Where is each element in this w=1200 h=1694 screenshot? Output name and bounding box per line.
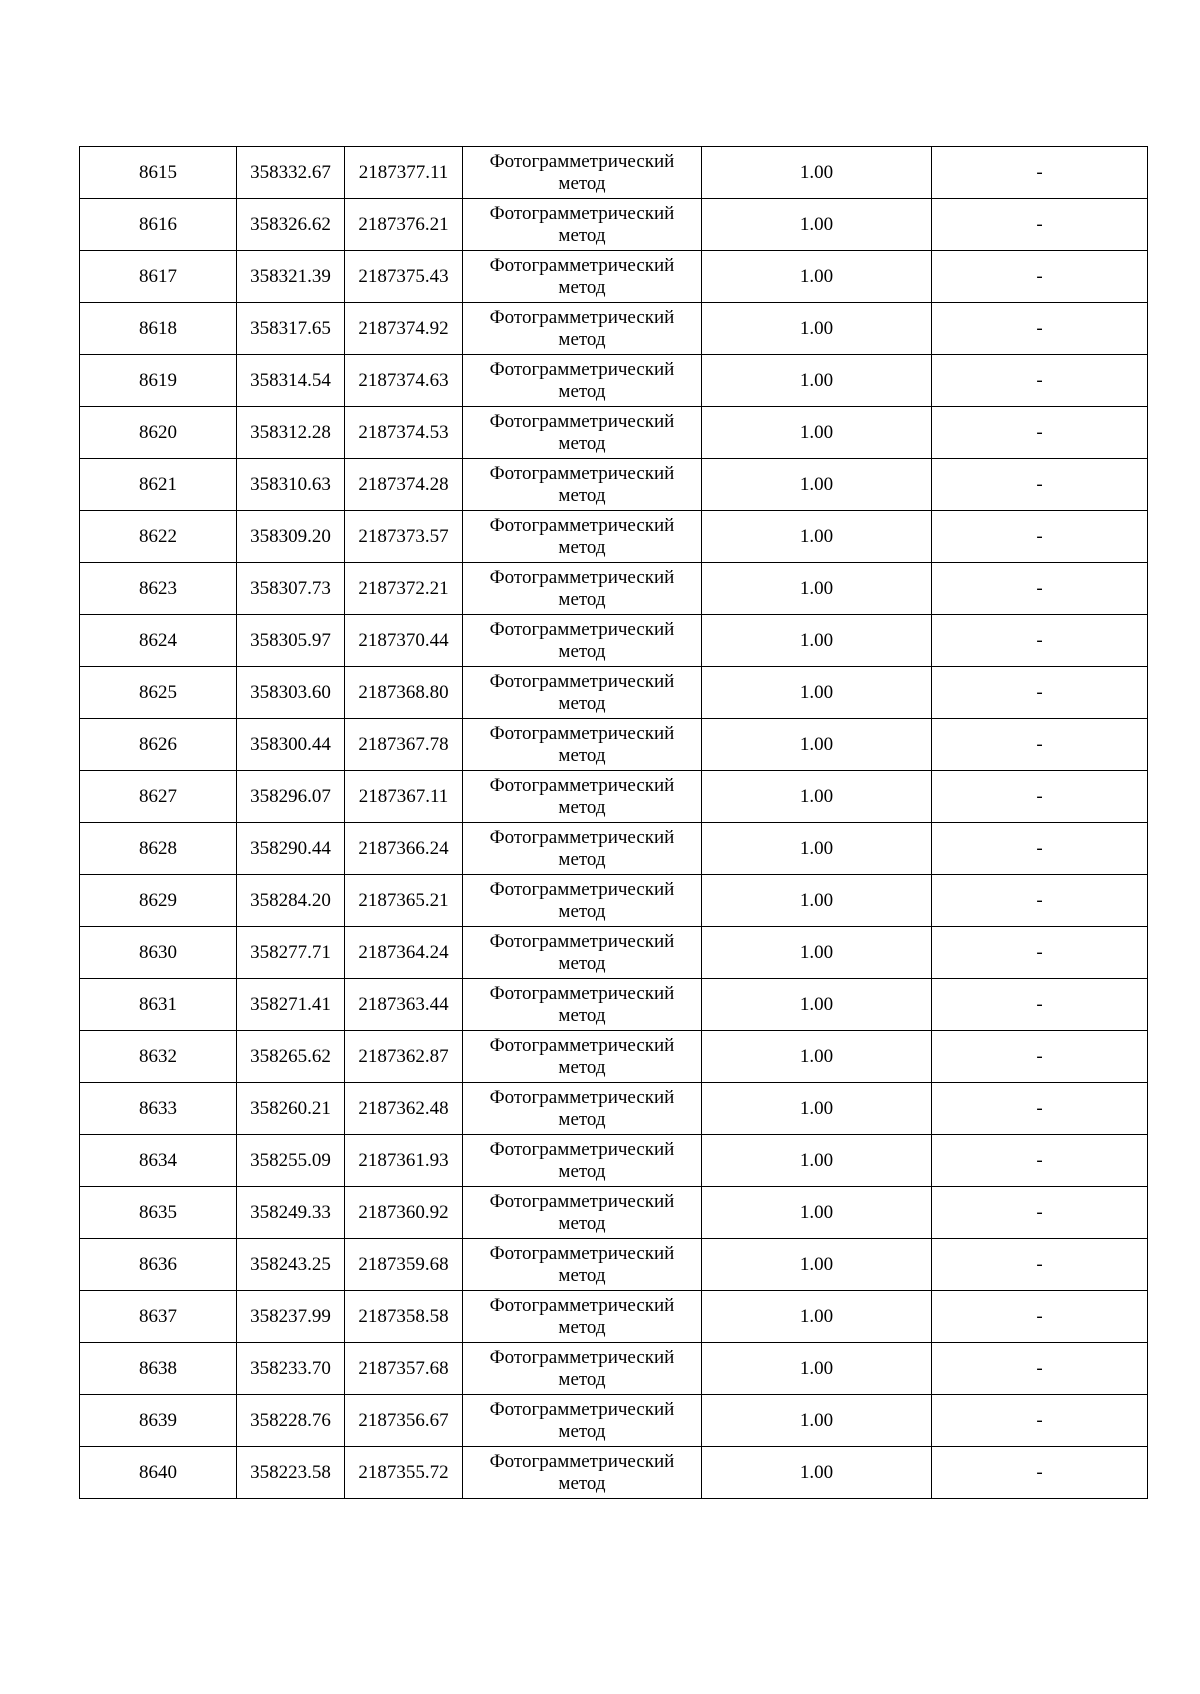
- method-cell: [463, 1187, 702, 1239]
- accuracy-cell: 1.00: [702, 563, 932, 615]
- x-coordinate-cell: 358332.67: [237, 147, 345, 199]
- method-line-1: Фотограмметрический: [489, 462, 675, 484]
- method-line-2: метод: [558, 900, 606, 922]
- table-row: [80, 823, 1148, 875]
- method-line-2: метод: [558, 952, 606, 974]
- point-number-cell: 8617: [80, 251, 237, 303]
- method-line-2: метод: [558, 1056, 606, 1078]
- method-cell: [463, 1343, 702, 1395]
- point-number-cell: 8630: [80, 927, 237, 979]
- table-row: [80, 1135, 1148, 1187]
- table-row: [80, 979, 1148, 1031]
- method-cell: [463, 459, 702, 511]
- method-cell: [463, 979, 702, 1031]
- method-line-2: метод: [558, 1212, 606, 1234]
- method-line-2: метод: [558, 1368, 606, 1390]
- method-line-1: Фотограмметрический: [489, 150, 675, 172]
- y-coordinate-cell: 2187362.87: [345, 1031, 463, 1083]
- x-coordinate-cell: 358321.39: [237, 251, 345, 303]
- table-row: [80, 407, 1148, 459]
- method-line-2: метод: [558, 1316, 606, 1338]
- note-cell: -: [932, 1135, 1148, 1187]
- method-line-1: Фотограмметрический: [489, 982, 675, 1004]
- method-line-2: метод: [558, 640, 606, 662]
- point-number-cell: 8640: [80, 1447, 237, 1499]
- table-row: [80, 1291, 1148, 1343]
- y-coordinate-cell: 2187356.67: [345, 1395, 463, 1447]
- table-row: [80, 1395, 1148, 1447]
- accuracy-cell: 1.00: [702, 927, 932, 979]
- note-cell: -: [932, 199, 1148, 251]
- method-line-2: метод: [558, 1264, 606, 1286]
- y-coordinate-cell: 2187357.68: [345, 1343, 463, 1395]
- y-coordinate-cell: 2187361.93: [345, 1135, 463, 1187]
- note-cell: -: [932, 667, 1148, 719]
- accuracy-cell: 1.00: [702, 1031, 932, 1083]
- x-coordinate-cell: 358300.44: [237, 719, 345, 771]
- table-row: [80, 1447, 1148, 1499]
- x-coordinate-cell: 358255.09: [237, 1135, 345, 1187]
- note-cell: -: [932, 875, 1148, 927]
- table-row: [80, 615, 1148, 667]
- method-line-2: метод: [558, 536, 606, 558]
- note-cell: -: [932, 407, 1148, 459]
- accuracy-cell: 1.00: [702, 1447, 932, 1499]
- note-cell: -: [932, 927, 1148, 979]
- point-number-cell: 8616: [80, 199, 237, 251]
- point-number-cell: 8624: [80, 615, 237, 667]
- method-cell: [463, 355, 702, 407]
- note-cell: -: [932, 1187, 1148, 1239]
- method-cell: [463, 1291, 702, 1343]
- accuracy-cell: 1.00: [702, 355, 932, 407]
- method-line-1: Фотограмметрический: [489, 202, 675, 224]
- point-number-cell: 8619: [80, 355, 237, 407]
- x-coordinate-cell: 358312.28: [237, 407, 345, 459]
- accuracy-cell: 1.00: [702, 303, 932, 355]
- accuracy-cell: 1.00: [702, 459, 932, 511]
- y-coordinate-cell: 2187365.21: [345, 875, 463, 927]
- point-number-cell: 8622: [80, 511, 237, 563]
- method-line-2: метод: [558, 380, 606, 402]
- method-line-1: Фотограмметрический: [489, 1242, 675, 1264]
- method-line-1: Фотограмметрический: [489, 358, 675, 380]
- accuracy-cell: 1.00: [702, 719, 932, 771]
- table-row: [80, 1239, 1148, 1291]
- method-cell: [463, 407, 702, 459]
- point-number-cell: 8615: [80, 147, 237, 199]
- y-coordinate-cell: 2187360.92: [345, 1187, 463, 1239]
- table-row: [80, 511, 1148, 563]
- note-cell: -: [932, 251, 1148, 303]
- accuracy-cell: 1.00: [702, 199, 932, 251]
- x-coordinate-cell: 358271.41: [237, 979, 345, 1031]
- note-cell: -: [932, 147, 1148, 199]
- note-cell: -: [932, 355, 1148, 407]
- method-line-1: Фотограмметрический: [489, 670, 675, 692]
- point-number-cell: 8637: [80, 1291, 237, 1343]
- method-cell: [463, 875, 702, 927]
- accuracy-cell: 1.00: [702, 1187, 932, 1239]
- point-number-cell: 8634: [80, 1135, 237, 1187]
- x-coordinate-cell: 358228.76: [237, 1395, 345, 1447]
- y-coordinate-cell: 2187367.78: [345, 719, 463, 771]
- y-coordinate-cell: 2187364.24: [345, 927, 463, 979]
- note-cell: -: [932, 1083, 1148, 1135]
- method-cell: [463, 1135, 702, 1187]
- point-number-cell: 8623: [80, 563, 237, 615]
- accuracy-cell: 1.00: [702, 147, 932, 199]
- point-number-cell: 8632: [80, 1031, 237, 1083]
- x-coordinate-cell: 358223.58: [237, 1447, 345, 1499]
- x-coordinate-cell: 358237.99: [237, 1291, 345, 1343]
- method-line-2: метод: [558, 484, 606, 506]
- note-cell: -: [932, 719, 1148, 771]
- method-line-2: метод: [558, 328, 606, 350]
- table-row: [80, 147, 1148, 199]
- method-cell: [463, 511, 702, 563]
- y-coordinate-cell: 2187374.53: [345, 407, 463, 459]
- table-row: [80, 1343, 1148, 1395]
- note-cell: -: [932, 1447, 1148, 1499]
- method-line-2: метод: [558, 588, 606, 610]
- y-coordinate-cell: 2187374.92: [345, 303, 463, 355]
- method-line-1: Фотограмметрический: [489, 410, 675, 432]
- method-cell: [463, 927, 702, 979]
- note-cell: -: [932, 615, 1148, 667]
- method-cell: [463, 719, 702, 771]
- method-line-1: Фотограмметрический: [489, 1190, 675, 1212]
- method-cell: [463, 771, 702, 823]
- accuracy-cell: 1.00: [702, 823, 932, 875]
- method-line-1: Фотограмметрический: [489, 514, 675, 536]
- point-number-cell: 8629: [80, 875, 237, 927]
- method-line-1: Фотограмметрический: [489, 1086, 675, 1108]
- accuracy-cell: 1.00: [702, 875, 932, 927]
- note-cell: -: [932, 1343, 1148, 1395]
- note-cell: -: [932, 1239, 1148, 1291]
- point-number-cell: 8618: [80, 303, 237, 355]
- method-line-2: метод: [558, 1160, 606, 1182]
- method-cell: [463, 667, 702, 719]
- method-line-1: Фотограмметрический: [489, 722, 675, 744]
- accuracy-cell: 1.00: [702, 251, 932, 303]
- x-coordinate-cell: 358233.70: [237, 1343, 345, 1395]
- method-line-1: Фотограмметрический: [489, 566, 675, 588]
- note-cell: -: [932, 823, 1148, 875]
- y-coordinate-cell: 2187355.72: [345, 1447, 463, 1499]
- point-number-cell: 8636: [80, 1239, 237, 1291]
- table-row: [80, 719, 1148, 771]
- x-coordinate-cell: 358309.20: [237, 511, 345, 563]
- x-coordinate-cell: 358290.44: [237, 823, 345, 875]
- method-line-2: метод: [558, 1420, 606, 1442]
- y-coordinate-cell: 2187366.24: [345, 823, 463, 875]
- accuracy-cell: 1.00: [702, 1083, 932, 1135]
- point-number-cell: 8635: [80, 1187, 237, 1239]
- y-coordinate-cell: 2187363.44: [345, 979, 463, 1031]
- x-coordinate-cell: 358307.73: [237, 563, 345, 615]
- x-coordinate-cell: 358284.20: [237, 875, 345, 927]
- point-number-cell: 8620: [80, 407, 237, 459]
- method-line-2: метод: [558, 744, 606, 766]
- table-body: [80, 147, 1148, 1499]
- table-row: [80, 667, 1148, 719]
- method-line-1: Фотограмметрический: [489, 930, 675, 952]
- method-cell: [463, 1239, 702, 1291]
- y-coordinate-cell: 2187362.48: [345, 1083, 463, 1135]
- y-coordinate-cell: 2187359.68: [345, 1239, 463, 1291]
- method-line-2: метод: [558, 1108, 606, 1130]
- method-line-2: метод: [558, 692, 606, 714]
- method-cell: [463, 251, 702, 303]
- point-number-cell: 8639: [80, 1395, 237, 1447]
- method-line-1: Фотограмметрический: [489, 1294, 675, 1316]
- x-coordinate-cell: 358277.71: [237, 927, 345, 979]
- table-row: [80, 875, 1148, 927]
- x-coordinate-cell: 358296.07: [237, 771, 345, 823]
- x-coordinate-cell: 358265.62: [237, 1031, 345, 1083]
- point-number-cell: 8628: [80, 823, 237, 875]
- y-coordinate-cell: 2187358.58: [345, 1291, 463, 1343]
- note-cell: -: [932, 1031, 1148, 1083]
- method-cell: [463, 303, 702, 355]
- y-coordinate-cell: 2187372.21: [345, 563, 463, 615]
- method-line-2: метод: [558, 1472, 606, 1494]
- method-line-2: метод: [558, 432, 606, 454]
- y-coordinate-cell: 2187375.43: [345, 251, 463, 303]
- table-row: [80, 771, 1148, 823]
- accuracy-cell: 1.00: [702, 1239, 932, 1291]
- accuracy-cell: 1.00: [702, 1395, 932, 1447]
- accuracy-cell: 1.00: [702, 407, 932, 459]
- accuracy-cell: 1.00: [702, 1291, 932, 1343]
- note-cell: -: [932, 1395, 1148, 1447]
- accuracy-cell: 1.00: [702, 771, 932, 823]
- x-coordinate-cell: 358303.60: [237, 667, 345, 719]
- table-row: [80, 1187, 1148, 1239]
- point-number-cell: 8627: [80, 771, 237, 823]
- method-line-2: метод: [558, 224, 606, 246]
- method-line-1: Фотограмметрический: [489, 826, 675, 848]
- method-cell: [463, 1031, 702, 1083]
- method-line-1: Фотограмметрический: [489, 878, 675, 900]
- x-coordinate-cell: 358314.54: [237, 355, 345, 407]
- table-row: [80, 199, 1148, 251]
- accuracy-cell: 1.00: [702, 615, 932, 667]
- note-cell: -: [932, 511, 1148, 563]
- point-number-cell: 8633: [80, 1083, 237, 1135]
- table-row: [80, 355, 1148, 407]
- method-line-1: Фотограмметрический: [489, 1138, 675, 1160]
- method-cell: [463, 615, 702, 667]
- point-number-cell: 8638: [80, 1343, 237, 1395]
- y-coordinate-cell: 2187377.11: [345, 147, 463, 199]
- note-cell: -: [932, 1291, 1148, 1343]
- note-cell: -: [932, 303, 1148, 355]
- accuracy-cell: 1.00: [702, 1135, 932, 1187]
- x-coordinate-cell: 358260.21: [237, 1083, 345, 1135]
- table-row: [80, 251, 1148, 303]
- method-line-1: Фотограмметрический: [489, 306, 675, 328]
- y-coordinate-cell: 2187373.57: [345, 511, 463, 563]
- x-coordinate-cell: 358305.97: [237, 615, 345, 667]
- accuracy-cell: 1.00: [702, 979, 932, 1031]
- method-line-2: метод: [558, 276, 606, 298]
- method-line-1: Фотограмметрический: [489, 254, 675, 276]
- table-row: [80, 563, 1148, 615]
- method-line-2: метод: [558, 172, 606, 194]
- point-number-cell: 8625: [80, 667, 237, 719]
- coordinates-table: [79, 146, 1148, 1499]
- method-line-2: метод: [558, 796, 606, 818]
- y-coordinate-cell: 2187368.80: [345, 667, 463, 719]
- x-coordinate-cell: 358310.63: [237, 459, 345, 511]
- method-line-2: метод: [558, 1004, 606, 1026]
- method-line-2: метод: [558, 848, 606, 870]
- point-number-cell: 8621: [80, 459, 237, 511]
- method-line-1: Фотограмметрический: [489, 618, 675, 640]
- method-cell: [463, 1083, 702, 1135]
- method-line-1: Фотограмметрический: [489, 1034, 675, 1056]
- method-line-1: Фотограмметрический: [489, 1398, 675, 1420]
- table-row: [80, 303, 1148, 355]
- point-number-cell: 8631: [80, 979, 237, 1031]
- y-coordinate-cell: 2187370.44: [345, 615, 463, 667]
- method-line-1: Фотограмметрический: [489, 1346, 675, 1368]
- x-coordinate-cell: 358243.25: [237, 1239, 345, 1291]
- note-cell: -: [932, 771, 1148, 823]
- table-row: [80, 1083, 1148, 1135]
- accuracy-cell: 1.00: [702, 511, 932, 563]
- x-coordinate-cell: 358326.62: [237, 199, 345, 251]
- method-cell: [463, 199, 702, 251]
- table-row: [80, 459, 1148, 511]
- method-cell: [463, 823, 702, 875]
- x-coordinate-cell: 358317.65: [237, 303, 345, 355]
- y-coordinate-cell: 2187374.28: [345, 459, 463, 511]
- note-cell: -: [932, 563, 1148, 615]
- y-coordinate-cell: 2187374.63: [345, 355, 463, 407]
- table-row: [80, 1031, 1148, 1083]
- method-cell: [463, 1447, 702, 1499]
- y-coordinate-cell: 2187376.21: [345, 199, 463, 251]
- note-cell: -: [932, 459, 1148, 511]
- y-coordinate-cell: 2187367.11: [345, 771, 463, 823]
- table-row: [80, 927, 1148, 979]
- method-cell: [463, 563, 702, 615]
- method-line-1: Фотограмметрический: [489, 1450, 675, 1472]
- point-number-cell: 8626: [80, 719, 237, 771]
- note-cell: -: [932, 979, 1148, 1031]
- x-coordinate-cell: 358249.33: [237, 1187, 345, 1239]
- accuracy-cell: 1.00: [702, 1343, 932, 1395]
- accuracy-cell: 1.00: [702, 667, 932, 719]
- method-line-1: Фотограмметрический: [489, 774, 675, 796]
- method-cell: [463, 147, 702, 199]
- method-cell: [463, 1395, 702, 1447]
